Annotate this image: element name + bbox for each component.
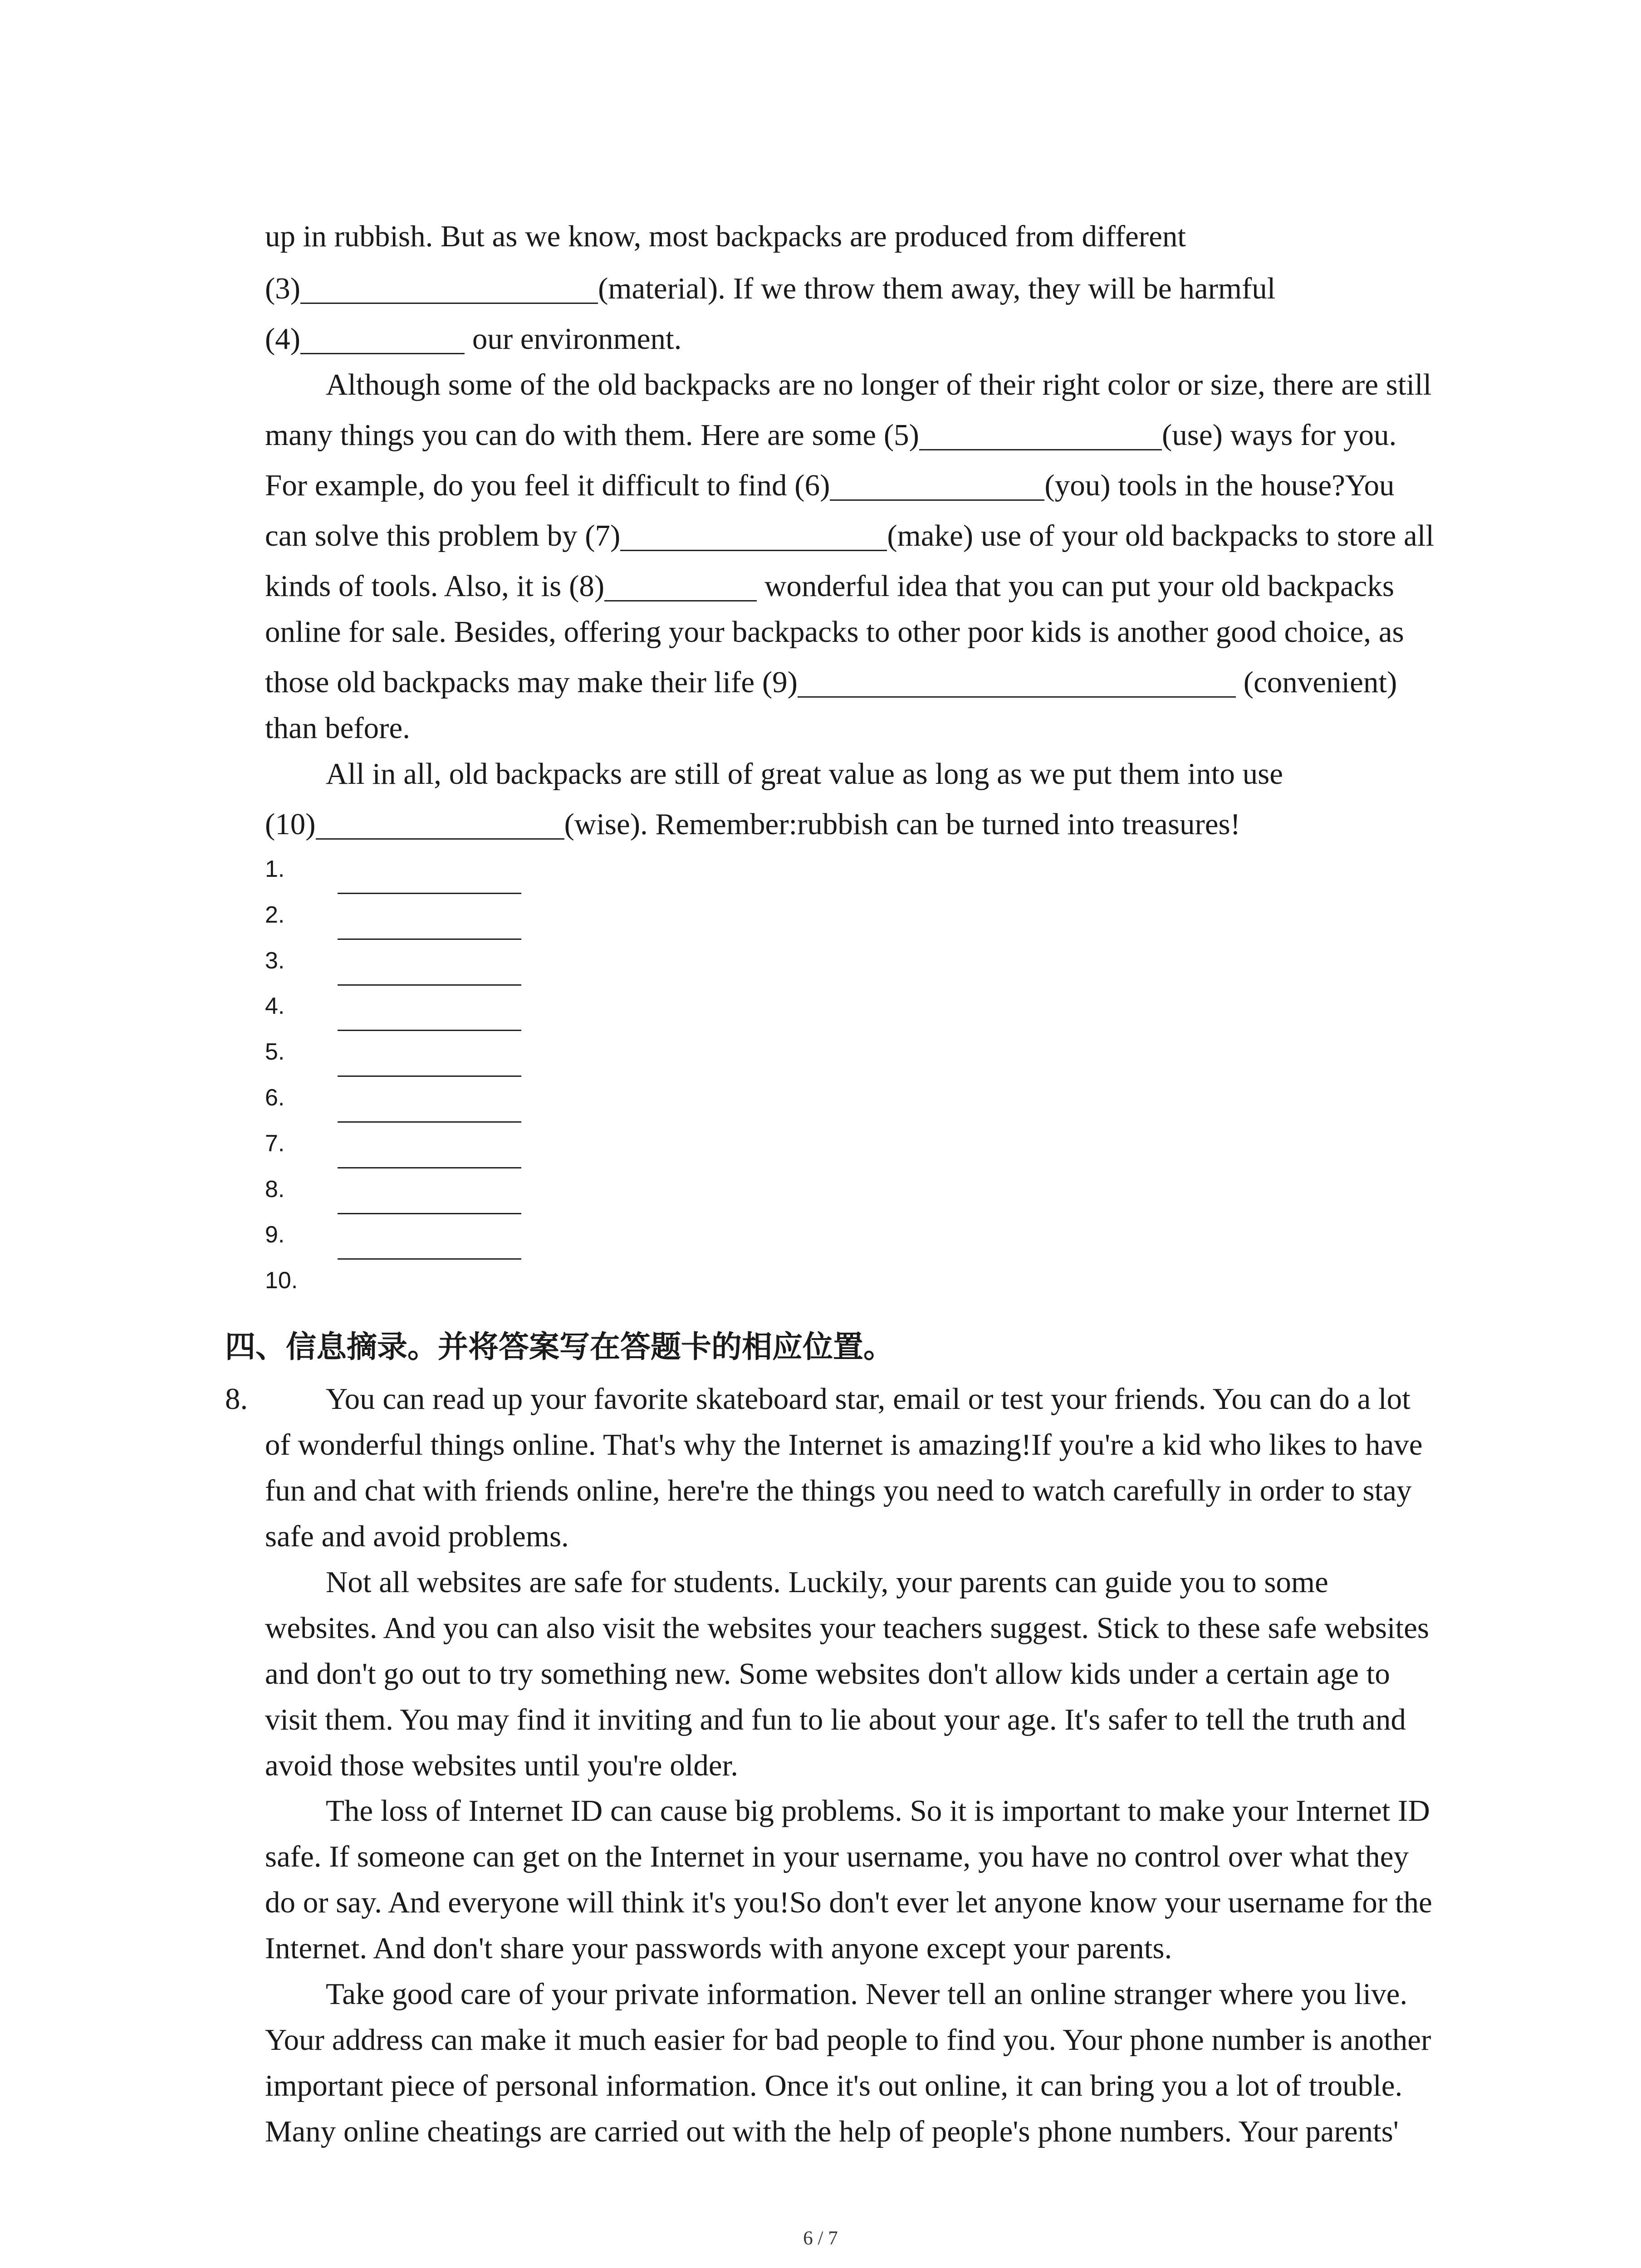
answer-number: 10. (265, 1267, 298, 1294)
reading-passage (0, 1384, 1641, 2162)
passage-line: of wonderful things online. That's why the Internet is amazing!If you're a kid who likes to have (265, 1427, 1423, 1461)
fill-blank-5 (919, 449, 1162, 450)
passage-line (265, 713, 410, 743)
passage-line: important piece of personal information. Once it's out online, it can bring you a lot of trouble. (265, 2069, 1403, 2103)
fill-blank-7 (620, 549, 887, 551)
passage-text: many things you can do with them. Here are some (5) (265, 418, 919, 452)
passage-line (265, 324, 681, 354)
answer-line (338, 984, 521, 986)
fill-blank-10 (316, 838, 564, 840)
passage-line: websites. And you can also visit the websites your teachers suggest. Stick to these safe websites (265, 1611, 1429, 1645)
passage-line: Take good care of your private information. Never tell an online stranger where you live. (326, 1977, 1408, 2011)
passage-text: online for sale. Besides, offering your backpacks to other poor kids is another good choice, as (265, 615, 1404, 649)
passage-line (265, 571, 1394, 601)
answer-line (338, 893, 521, 894)
answer-row (265, 1178, 583, 1223)
answer-number: 4. (265, 993, 285, 1020)
answer-row (265, 949, 583, 995)
passage-text: (wise). Remember:rubbish can be turned into treasures! (564, 807, 1240, 841)
passage-text: For example, do you feel it difficult to find (6) (265, 469, 830, 502)
answer-row (265, 1132, 583, 1178)
passage-text: our environment. (465, 322, 682, 356)
answer-line (338, 1075, 521, 1077)
passage-line: visit them. You may find it inviting and fun to lie about your age. It's safer to tell the truth and (265, 1702, 1406, 1736)
fill-blank-9 (798, 696, 1236, 698)
passage-text: (make) use of your old backpacks to store all (887, 519, 1434, 552)
passage-text: (4) (265, 322, 301, 356)
passage-line: Your address can make it much easier for bad people to find you. Your phone number is another (265, 2023, 1431, 2057)
passage-line: Not all websites are safe for students. Luckily, your parents can guide you to some (326, 1565, 1328, 1599)
section-heading: 四、信息摘录。并将答案写在答题卡的相应位置。 (225, 1329, 894, 1364)
passage-text: All in all, old backpacks are still of great value as long as we put them into use (326, 757, 1283, 791)
answer-number: 8. (265, 1176, 285, 1202)
answer-row (265, 1086, 583, 1132)
passage-text: (10) (265, 807, 316, 841)
passage-text: (3) (265, 272, 301, 305)
passage-line: safe and avoid problems. (265, 1519, 569, 1553)
passage-line (326, 759, 1283, 789)
answer-number: 5. (265, 1039, 285, 1066)
answer-line (338, 1213, 521, 1214)
answer-line (338, 1258, 521, 1260)
passage-text: can solve this problem by (7) (265, 519, 621, 552)
passage-text: kinds of tools. Also, it is (8) (265, 569, 605, 603)
answer-row (265, 903, 583, 949)
passage-line: safe. If someone can get on the Internet in your username, you have no control over what they (265, 1840, 1409, 1874)
answer-number: 6. (265, 1084, 285, 1111)
answer-row (265, 1040, 583, 1086)
passage-line (265, 521, 1434, 551)
answer-row (265, 857, 583, 903)
passage-text: wonderful idea that you can put your old backpacks (757, 569, 1394, 603)
passage-line: The loss of Internet ID can cause big problems. So it is important to make your Internet ID (326, 1794, 1430, 1828)
fill-blank-6 (830, 499, 1044, 501)
passage-line (265, 617, 1404, 647)
passage-line (265, 420, 1396, 450)
answer-line (338, 1121, 521, 1123)
answer-row (265, 1223, 583, 1269)
answer-list (265, 857, 583, 1315)
passage-text: (material). If we throw them away, they will be harmful (598, 272, 1276, 305)
answer-number: 1. (265, 856, 285, 882)
passage-line (265, 809, 1240, 840)
answer-number: 9. (265, 1222, 285, 1248)
passage-text: than before. (265, 711, 410, 745)
answer-row (265, 994, 583, 1040)
passage-line: avoid those websites until you're older. (265, 1748, 738, 1782)
passage-line (265, 667, 1397, 698)
question-number: 8. (225, 1382, 248, 1416)
fill-blank-8 (604, 600, 757, 601)
answer-line (338, 938, 521, 940)
fill-blank-3 (300, 302, 598, 304)
passage-text: (use) ways for you. (1161, 418, 1397, 452)
passage-line (265, 470, 1395, 501)
passage-line: Many online cheatings are carried out with the help of people's phone numbers. Your parents' (265, 2115, 1399, 2148)
passage-text: those old backpacks may make their life (9) (265, 665, 798, 699)
passage-line (265, 221, 1186, 252)
answer-number: 2. (265, 901, 285, 928)
passage-text: Although some of the old backpacks are no longer of their right color or size, there are still (326, 368, 1432, 401)
passage-text: (convenient) (1235, 665, 1397, 699)
answer-line (338, 1167, 521, 1168)
passage-text: (you) tools in the house?You (1044, 469, 1395, 502)
passage-text: up in rubbish. But as we know, most backpacks are produced from different (265, 220, 1186, 253)
fill-blank-4 (300, 352, 465, 354)
passage-line: Internet. And don't share your passwords with anyone except your parents. (265, 1931, 1172, 1965)
page-number: 6 / 7 (803, 2228, 838, 2249)
answer-number: 7. (265, 1130, 285, 1157)
passage-line: fun and chat with friends online, here're the things you need to watch carefully in order to stay (265, 1473, 1412, 1507)
passage-line: do or say. And everyone will think it's you!So don't ever let anyone know your username for the (265, 1886, 1432, 1920)
passage-line: You can read up your favorite skateboard star, email or test your friends. You can do a lot (326, 1382, 1411, 1416)
answer-line (338, 1030, 521, 1031)
answer-number: 3. (265, 947, 285, 974)
passage-line (265, 274, 1275, 304)
answer-row (265, 1269, 583, 1315)
passage-line (326, 370, 1431, 400)
passage-line: and don't go out to try something new. Some websites don't allow kids under a certain age to (265, 1657, 1390, 1691)
